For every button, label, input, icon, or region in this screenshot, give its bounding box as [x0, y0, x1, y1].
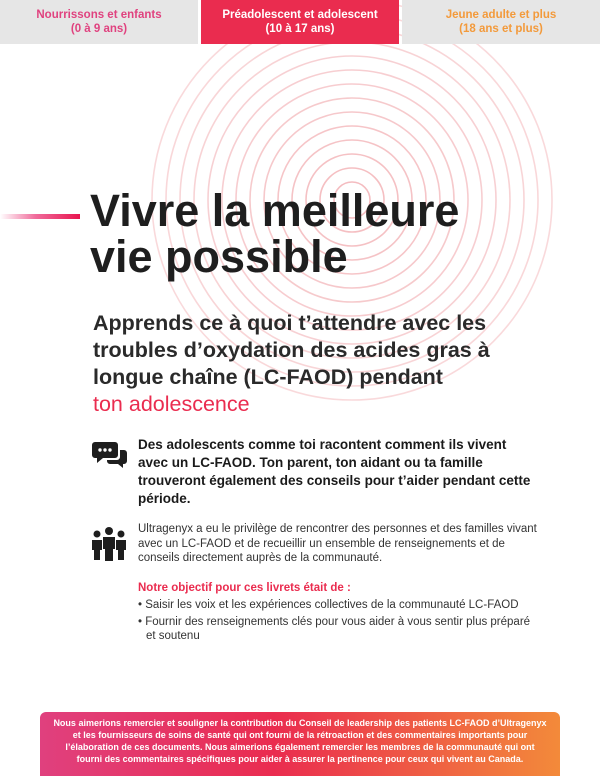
community-paragraph: Ultragenyx a eu le privilège de rencontrer des personnes et des familles vivant avec un LC-FAOD et de recueillir un ensemble de renseignements et de conseils directement auprès de la communauté.: [138, 523, 537, 564]
tab-age-range: (10 à 17 ans): [265, 23, 335, 35]
tab-label: Jeune adulte et plus: [445, 9, 557, 21]
people-group-icon: [90, 526, 128, 562]
list-item: • Saisir les voix et les expériences collectives de la communauté LC-FAOD: [138, 598, 538, 613]
objective-heading: Notre objectif pour ces livrets était de :: [138, 582, 351, 594]
tab-age-range: (18 ans et plus): [459, 23, 543, 35]
acknowledgement-footer: Nous aimerions remercier et souligner la contribution du Conseil de leadership des patients LC-FAOD d’Ultragenyx et les fournisseurs de soins de santé qui ont fourni de la rétroaction et des commentaires importants pour l’élaboration de ces documents. Nous aimerions également remercier les membres de la communauté qui ont fourni des commentaires spécifiques pour aider à assurer la pertinence pour ceux qui vivent au Canada.: [40, 712, 560, 776]
tab-label: Nourrissons et enfants: [36, 9, 162, 21]
page-subtitle: [93, 310, 523, 418]
intro-paragraph: Des adolescents comme toi racontent comment ils vivent avec un LC-FAOD. Ton parent, ton aidant ou ta famille trouveront également des conseils pour t’aider pendant cette période.: [138, 437, 531, 506]
tab-preteen-teen[interactable]: [201, 0, 399, 44]
tab-young-adult[interactable]: [402, 0, 600, 44]
list-item: • Fournir des renseignements clés pour vous aider à vous sentir plus préparé et soutenu: [138, 615, 538, 644]
tab-label: Préadolescent et adolescent: [222, 9, 378, 21]
subtitle-text: Apprends ce à quoi t’attendre avec les troubles d’oxydation des acides gras à longue chaîne (LC-FAOD) pendant: [93, 311, 490, 389]
age-group-tabs: [0, 0, 600, 44]
objective-list: [138, 598, 538, 646]
subtitle-highlight: ton adolescence: [93, 392, 250, 416]
speech-bubbles-icon: [92, 440, 128, 470]
title-accent-bar: [0, 214, 80, 219]
tab-infants-children[interactable]: [0, 0, 198, 44]
page-title: Vivre la meilleure vie possible: [90, 185, 460, 282]
tab-age-range: (0 à 9 ans): [70, 23, 128, 35]
